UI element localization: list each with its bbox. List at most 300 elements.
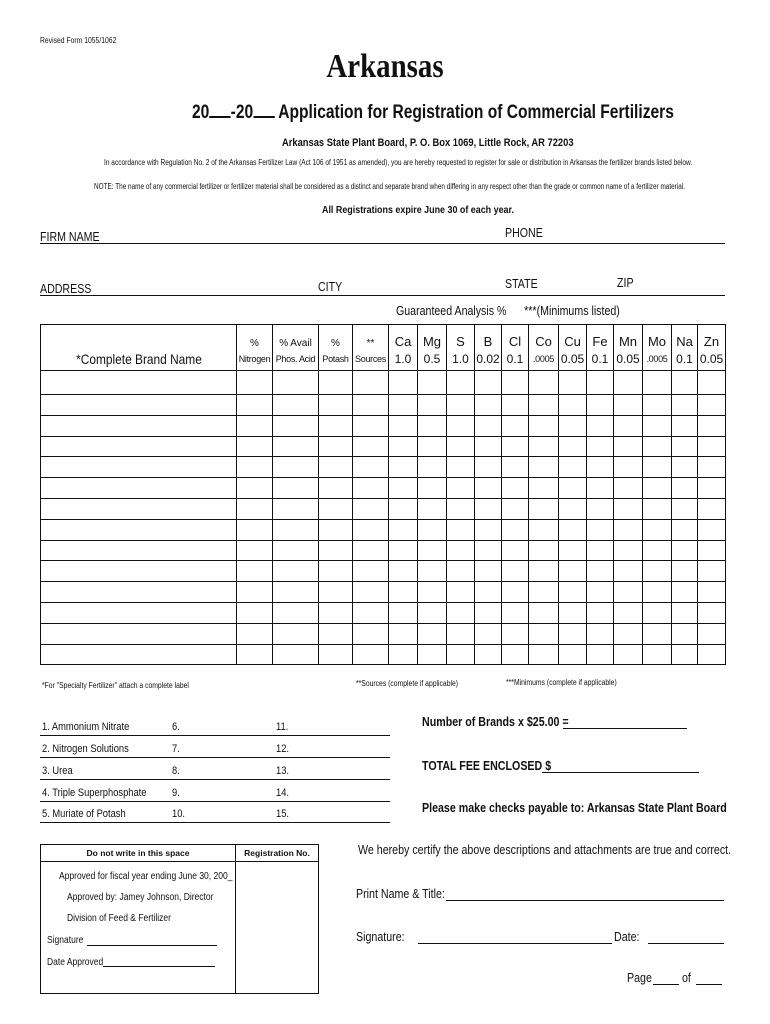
source-number: 6. (172, 721, 180, 733)
analysis-cell[interactable] (529, 561, 559, 582)
analysis-cell[interactable] (614, 623, 643, 644)
page-number-field[interactable] (653, 984, 679, 985)
source-item: 1. Ammonium Nitrate (42, 721, 130, 733)
analysis-cell[interactable] (502, 540, 529, 561)
brand-table (40, 324, 726, 665)
analysis-cell[interactable] (353, 623, 389, 644)
source-line (40, 735, 390, 736)
column-header-bottom: 0.1 (502, 349, 529, 371)
analysis-cell[interactable] (389, 436, 418, 457)
source-item: 3. Urea (42, 765, 73, 777)
analysis-cell[interactable] (672, 602, 698, 623)
analysis-cell[interactable] (502, 371, 529, 395)
analysis-cell[interactable] (529, 623, 559, 644)
analysis-cell[interactable] (237, 561, 273, 582)
analysis-cell[interactable] (319, 623, 353, 644)
analysis-cell[interactable] (559, 457, 587, 478)
analysis-cell[interactable] (529, 540, 559, 561)
brands-fee-field[interactable] (563, 728, 687, 729)
column-header-bottom: 0.05 (559, 349, 587, 371)
analysis-cell[interactable] (353, 436, 389, 457)
analysis-cell[interactable] (418, 519, 447, 540)
analysis-cell[interactable] (672, 561, 698, 582)
analysis-cell[interactable] (587, 436, 614, 457)
analysis-cell[interactable] (273, 415, 319, 436)
analysis-cell[interactable] (614, 540, 643, 561)
analysis-cell[interactable] (418, 623, 447, 644)
analysis-cell[interactable] (389, 561, 418, 582)
column-header-top: Ca (389, 325, 418, 349)
analysis-cell[interactable] (447, 561, 475, 582)
analysis-cell[interactable] (319, 644, 353, 665)
analysis-cell[interactable] (319, 519, 353, 540)
analysis-cell[interactable] (418, 498, 447, 519)
analysis-cell[interactable] (587, 415, 614, 436)
analysis-cell[interactable] (389, 371, 418, 395)
analysis-cell[interactable] (587, 540, 614, 561)
table-row (41, 561, 726, 582)
analysis-cell[interactable] (643, 395, 672, 416)
analysis-cell[interactable] (559, 498, 587, 519)
brand-name-cell[interactable] (41, 478, 237, 499)
analysis-cell[interactable] (587, 561, 614, 582)
analysis-cell[interactable] (614, 415, 643, 436)
analysis-cell[interactable] (672, 623, 698, 644)
zip-label: ZIP (617, 276, 634, 290)
analysis-cell[interactable] (353, 478, 389, 499)
analysis-cell[interactable] (587, 582, 614, 603)
analysis-cell[interactable] (475, 519, 502, 540)
analysis-cell[interactable] (475, 395, 502, 416)
analysis-cell[interactable] (502, 644, 529, 665)
table-row (41, 415, 726, 436)
analysis-cell[interactable] (587, 519, 614, 540)
analysis-cell[interactable] (502, 602, 529, 623)
analysis-cell[interactable] (672, 519, 698, 540)
column-header-top: B (475, 325, 502, 349)
total-fee-field[interactable] (542, 772, 699, 773)
analysis-cell[interactable] (353, 602, 389, 623)
brand-name-cell[interactable] (41, 644, 237, 665)
analysis-cell[interactable] (418, 644, 447, 665)
analysis-cell[interactable] (502, 519, 529, 540)
registration-number-header: Registration No. (244, 848, 310, 858)
analysis-cell[interactable] (475, 623, 502, 644)
column-header-bottom: 0.1 (587, 349, 614, 371)
analysis-cell[interactable] (529, 582, 559, 603)
analysis-cell[interactable] (502, 623, 529, 644)
analysis-cell[interactable] (447, 540, 475, 561)
brand-name-cell[interactable] (41, 395, 237, 416)
analysis-cell[interactable] (273, 395, 319, 416)
column-header-bottom: Sources (353, 349, 389, 371)
analysis-cell[interactable] (447, 395, 475, 416)
column-header-bottom: .0005 (529, 349, 559, 371)
table-row (41, 478, 726, 499)
analysis-cell[interactable] (389, 478, 418, 499)
analysis-cell[interactable] (475, 371, 502, 395)
analysis-cell[interactable] (273, 457, 319, 478)
analysis-cell[interactable] (447, 519, 475, 540)
analysis-cell[interactable] (529, 644, 559, 665)
table-row (41, 644, 726, 665)
analysis-cell[interactable] (319, 457, 353, 478)
analysis-cell[interactable] (475, 436, 502, 457)
board-address: Arkansas State Plant Board, P. O. Box 1069, Little Rock, AR 72203 (282, 137, 574, 149)
column-header-top: ** (353, 325, 389, 349)
analysis-cell[interactable] (587, 478, 614, 499)
analysis-cell[interactable] (643, 561, 672, 582)
analysis-cell[interactable] (698, 519, 726, 540)
analysis-cell[interactable] (698, 395, 726, 416)
analysis-cell[interactable] (502, 561, 529, 582)
brand-name-cell[interactable] (41, 436, 237, 457)
analysis-cell[interactable] (273, 540, 319, 561)
brands-fee-label: Number of Brands x $25.00 = (422, 714, 569, 729)
brand-name-cell[interactable] (41, 498, 237, 519)
analysis-cell[interactable] (529, 519, 559, 540)
source-number: 10. (172, 808, 186, 820)
analysis-cell[interactable] (698, 623, 726, 644)
analysis-cell[interactable] (447, 602, 475, 623)
analysis-cell[interactable] (418, 540, 447, 561)
source-number: 8. (172, 765, 180, 777)
analysis-cell[interactable] (237, 644, 273, 665)
analysis-cell[interactable] (237, 582, 273, 603)
analysis-cell[interactable] (698, 457, 726, 478)
phone-label: PHONE (505, 226, 543, 240)
analysis-cell[interactable] (643, 602, 672, 623)
analysis-cell[interactable] (447, 582, 475, 603)
source-number: 13. (276, 765, 290, 777)
column-header-top: Fe (587, 325, 614, 349)
analysis-cell[interactable] (643, 371, 672, 395)
analysis-cell[interactable] (447, 644, 475, 665)
analysis-cell[interactable] (237, 602, 273, 623)
analysis-cell[interactable] (614, 644, 643, 665)
source-line (40, 757, 390, 758)
column-header-top: S (447, 325, 475, 349)
analysis-cell[interactable] (614, 561, 643, 582)
analysis-cell[interactable] (319, 602, 353, 623)
source-number: 7. (172, 743, 180, 755)
analysis-cell[interactable] (614, 478, 643, 499)
analysis-cell[interactable] (643, 582, 672, 603)
form-revision: Revised Form 1055/1062 (40, 36, 117, 45)
analysis-cell[interactable] (698, 582, 726, 603)
analysis-cell[interactable] (643, 415, 672, 436)
analysis-cell[interactable] (418, 395, 447, 416)
analysis-cell[interactable] (559, 478, 587, 499)
analysis-cell[interactable] (418, 371, 447, 395)
application-title: 20 -20 Application for Registration of Commercial Fertilizers (192, 102, 674, 123)
analysis-cell[interactable] (614, 457, 643, 478)
analysis-cell[interactable] (643, 457, 672, 478)
analysis-cell[interactable] (698, 561, 726, 582)
analysis-cell[interactable] (273, 561, 319, 582)
source-number: 12. (276, 743, 290, 755)
analysis-cell[interactable] (698, 436, 726, 457)
analysis-cell[interactable] (698, 602, 726, 623)
analysis-cell[interactable] (698, 498, 726, 519)
analysis-cell[interactable] (672, 457, 698, 478)
analysis-cell[interactable] (447, 371, 475, 395)
analysis-cell[interactable] (698, 478, 726, 499)
analysis-cell[interactable] (529, 602, 559, 623)
analysis-cell[interactable] (237, 478, 273, 499)
analysis-cell[interactable] (587, 623, 614, 644)
analysis-cell[interactable] (529, 457, 559, 478)
page-label: Page (627, 970, 652, 985)
analysis-cell[interactable] (559, 602, 587, 623)
office-signature-field[interactable] (87, 945, 217, 946)
analysis-cell[interactable] (353, 498, 389, 519)
analysis-cell[interactable] (273, 519, 319, 540)
brand-name-cell[interactable] (41, 623, 237, 644)
office-use-box (40, 844, 319, 994)
analysis-cell[interactable] (389, 457, 418, 478)
analysis-cell[interactable] (559, 540, 587, 561)
analysis-cell[interactable] (587, 457, 614, 478)
analysis-cell[interactable] (237, 623, 273, 644)
brand-name-header: *Complete Brand Name (55, 325, 222, 371)
analysis-cell[interactable] (529, 436, 559, 457)
analysis-cell[interactable] (672, 371, 698, 395)
analysis-cell[interactable] (559, 371, 587, 395)
analysis-cell[interactable] (237, 540, 273, 561)
analysis-cell[interactable] (502, 415, 529, 436)
analysis-cell[interactable] (319, 436, 353, 457)
analysis-cell[interactable] (502, 582, 529, 603)
analysis-cell[interactable] (389, 623, 418, 644)
analysis-cell[interactable] (237, 415, 273, 436)
analysis-cell[interactable] (587, 644, 614, 665)
analysis-cell[interactable] (475, 582, 502, 603)
signature-field[interactable] (418, 943, 612, 944)
analysis-cell[interactable] (587, 395, 614, 416)
analysis-cell[interactable] (672, 395, 698, 416)
analysis-cell[interactable] (389, 582, 418, 603)
analysis-cell[interactable] (237, 519, 273, 540)
analysis-cell[interactable] (418, 457, 447, 478)
analysis-cell[interactable] (475, 415, 502, 436)
analysis-cell[interactable] (559, 644, 587, 665)
source-item: 5. Muriate of Potash (42, 808, 126, 820)
analysis-cell[interactable] (475, 644, 502, 665)
analysis-cell[interactable] (237, 395, 273, 416)
analysis-cell[interactable] (672, 436, 698, 457)
analysis-cell[interactable] (614, 371, 643, 395)
brand-name-cell[interactable] (41, 602, 237, 623)
analysis-cell[interactable] (389, 644, 418, 665)
analysis-cell[interactable] (353, 561, 389, 582)
analysis-cell[interactable] (353, 415, 389, 436)
analysis-cell[interactable] (353, 644, 389, 665)
analysis-cell[interactable] (389, 415, 418, 436)
analysis-cell[interactable] (273, 371, 319, 395)
analysis-cell[interactable] (502, 395, 529, 416)
analysis-cell[interactable] (447, 415, 475, 436)
analysis-cell[interactable] (614, 498, 643, 519)
source-number: 9. (172, 787, 180, 799)
analysis-cell[interactable] (614, 395, 643, 416)
analysis-cell[interactable] (418, 436, 447, 457)
analysis-cell[interactable] (672, 415, 698, 436)
analysis-cell[interactable] (389, 602, 418, 623)
analysis-cell[interactable] (502, 436, 529, 457)
table-row (41, 498, 726, 519)
source-number: 14. (276, 787, 290, 799)
brand-name-cell[interactable] (41, 561, 237, 582)
analysis-cell[interactable] (447, 436, 475, 457)
analysis-cell[interactable] (502, 498, 529, 519)
brand-name-cell[interactable] (41, 582, 237, 603)
analysis-cell[interactable] (559, 582, 587, 603)
analysis-cell[interactable] (475, 478, 502, 499)
analysis-cell[interactable] (529, 415, 559, 436)
analysis-cell[interactable] (319, 478, 353, 499)
analysis-cell[interactable] (273, 582, 319, 603)
brand-name-cell[interactable] (41, 540, 237, 561)
analysis-cell[interactable] (475, 540, 502, 561)
analysis-cell[interactable] (614, 582, 643, 603)
analysis-cell[interactable] (273, 436, 319, 457)
address-field[interactable] (40, 295, 725, 296)
analysis-cell[interactable] (529, 395, 559, 416)
source-line (40, 801, 390, 802)
analysis-cell[interactable] (319, 498, 353, 519)
column-header-bottom: 0.02 (475, 349, 502, 371)
brand-name-cell[interactable] (41, 415, 237, 436)
analysis-cell[interactable] (559, 395, 587, 416)
analysis-cell[interactable] (319, 395, 353, 416)
analysis-cell[interactable] (237, 457, 273, 478)
analysis-cell[interactable] (643, 540, 672, 561)
analysis-cell[interactable] (672, 498, 698, 519)
analysis-cell[interactable] (643, 478, 672, 499)
analysis-cell[interactable] (529, 478, 559, 499)
analysis-cell[interactable] (353, 582, 389, 603)
analysis-cell[interactable] (475, 498, 502, 519)
analysis-cell[interactable] (319, 540, 353, 561)
analysis-cell[interactable] (418, 582, 447, 603)
analysis-cell[interactable] (559, 415, 587, 436)
analysis-cell[interactable] (559, 519, 587, 540)
analysis-cell[interactable] (643, 519, 672, 540)
analysis-cell[interactable] (643, 498, 672, 519)
analysis-cell[interactable] (273, 644, 319, 665)
firm-name-field[interactable] (40, 243, 725, 244)
analysis-cell[interactable] (273, 498, 319, 519)
analysis-cell[interactable] (475, 602, 502, 623)
analysis-cell[interactable] (273, 623, 319, 644)
analysis-cell[interactable] (672, 540, 698, 561)
analysis-cell[interactable] (418, 478, 447, 499)
analysis-cell[interactable] (643, 436, 672, 457)
analysis-cell[interactable] (698, 644, 726, 665)
analysis-cell[interactable] (447, 623, 475, 644)
analysis-cell[interactable] (698, 540, 726, 561)
analysis-cell[interactable] (389, 540, 418, 561)
column-header-bottom: 0.1 (672, 349, 698, 371)
date-approved-field[interactable] (103, 966, 215, 967)
brand-name-cell[interactable] (41, 519, 237, 540)
analysis-cell[interactable] (353, 540, 389, 561)
analysis-cell[interactable] (529, 371, 559, 395)
page-total-field[interactable] (696, 984, 722, 985)
analysis-cell[interactable] (614, 436, 643, 457)
analysis-cell[interactable] (389, 395, 418, 416)
analysis-cell[interactable] (643, 623, 672, 644)
source-number: 15. (276, 808, 290, 820)
source-item: 2. Nitrogen Solutions (42, 743, 129, 755)
analysis-cell[interactable] (319, 415, 353, 436)
analysis-cell[interactable] (643, 644, 672, 665)
analysis-cell[interactable] (447, 498, 475, 519)
specialty-footnote: *For "Specialty Fertilizer" attach a complete label (42, 681, 189, 690)
analysis-cell[interactable] (502, 457, 529, 478)
analysis-cell[interactable] (672, 478, 698, 499)
analysis-cell[interactable] (353, 519, 389, 540)
analysis-cell[interactable] (237, 436, 273, 457)
analysis-cell[interactable] (559, 561, 587, 582)
analysis-cell[interactable] (447, 457, 475, 478)
office-header: Do not write in this space (86, 848, 190, 858)
date-field[interactable] (648, 943, 724, 944)
table-row (41, 519, 726, 540)
analysis-cell[interactable] (529, 498, 559, 519)
analysis-cell[interactable] (389, 498, 418, 519)
analysis-cell[interactable] (475, 457, 502, 478)
analysis-cell[interactable] (475, 561, 502, 582)
column-header-top: Na (672, 325, 698, 349)
analysis-cell[interactable] (672, 582, 698, 603)
analysis-cell[interactable] (614, 602, 643, 623)
payable-text: Please make checks payable to: Arkansas State Plant Board (422, 800, 727, 815)
analysis-cell[interactable] (672, 644, 698, 665)
analysis-cell[interactable] (353, 457, 389, 478)
print-name-field[interactable] (446, 900, 724, 901)
brand-name-cell[interactable] (41, 371, 237, 395)
analysis-cell[interactable] (559, 436, 587, 457)
analysis-cell[interactable] (353, 371, 389, 395)
analysis-cell[interactable] (237, 371, 273, 395)
analysis-cell[interactable] (237, 498, 273, 519)
analysis-cell[interactable] (698, 371, 726, 395)
expire-text: All Registrations expire June 30 of each year. (322, 204, 514, 216)
analysis-cell[interactable] (319, 371, 353, 395)
analysis-cell[interactable] (587, 602, 614, 623)
table-row (41, 371, 726, 395)
analysis-cell[interactable] (587, 498, 614, 519)
analysis-cell[interactable] (614, 519, 643, 540)
analysis-cell[interactable] (418, 415, 447, 436)
analysis-cell[interactable] (273, 478, 319, 499)
analysis-cell[interactable] (319, 582, 353, 603)
analysis-cell[interactable] (418, 561, 447, 582)
analysis-cell[interactable] (319, 561, 353, 582)
analysis-cell[interactable] (587, 371, 614, 395)
analysis-cell[interactable] (273, 602, 319, 623)
analysis-cell[interactable] (559, 623, 587, 644)
analysis-cell[interactable] (447, 478, 475, 499)
analysis-cell[interactable] (698, 415, 726, 436)
analysis-cell[interactable] (353, 395, 389, 416)
analysis-cell[interactable] (502, 478, 529, 499)
analysis-cell[interactable] (389, 519, 418, 540)
brand-name-cell[interactable] (41, 457, 237, 478)
analysis-cell[interactable] (418, 602, 447, 623)
